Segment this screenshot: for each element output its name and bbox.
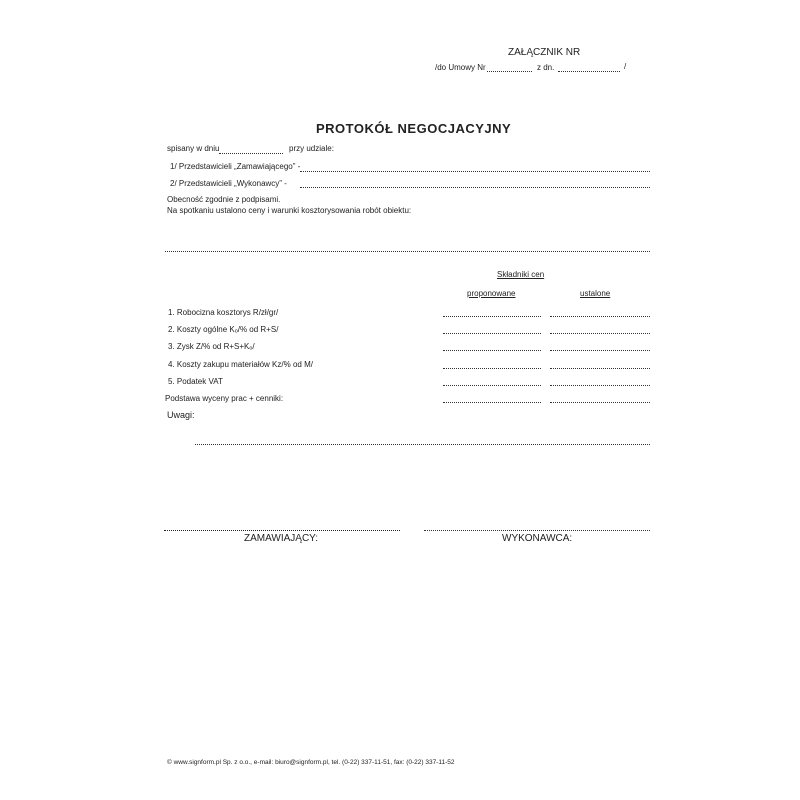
contract-date-slash: / — [624, 62, 627, 71]
contractor-reps-label: 2/ Przedstawicieli „Wykonawcy” - — [170, 179, 287, 188]
agreed-column-header: ustalone — [580, 289, 611, 298]
row-materials-agreed[interactable] — [550, 368, 650, 369]
footer-copyright: © www.signform.pl Sp. z o.o., e-mail: biuro@signform.pl, tel. (0-22) 337-11-51, fax: (0-22) 337-11-52 — [167, 759, 455, 766]
row-labor-proposed[interactable] — [443, 316, 541, 317]
row-labor-label: 1. Robocizna kosztorys R/zł/gr/ — [168, 308, 279, 317]
contract-date-field[interactable] — [558, 71, 620, 72]
remarks-field[interactable] — [195, 444, 650, 445]
remarks-label: Uwagi: — [167, 410, 195, 420]
row-vat-proposed[interactable] — [443, 385, 541, 386]
agreement-note: Na spotkaniu ustalono ceny i warunki kosztorysowania robót obiektu: — [167, 206, 412, 215]
contractor-signature-line[interactable] — [424, 530, 650, 531]
project-object-field[interactable] — [165, 251, 650, 252]
row-vat-label: 5. Podatek VAT — [168, 377, 223, 386]
participation-label: przy udziale: — [289, 144, 334, 153]
row-overhead-proposed[interactable] — [443, 333, 541, 334]
price-components-header: Składniki cen — [497, 270, 545, 279]
pricing-basis-agreed[interactable] — [550, 402, 650, 403]
row-labor-agreed[interactable] — [550, 316, 650, 317]
row-profit-label: 3. Zysk Z/% od R+S+Kₒ/ — [168, 342, 255, 351]
row-overhead-label: 2. Koszty ogólne Kₒ/% od R+S/ — [168, 325, 279, 334]
contract-date-label: z dn. — [537, 63, 555, 72]
row-profit-proposed[interactable] — [443, 350, 541, 351]
client-reps-label: 1/ Przedstawicieli „Zamawiającego” - — [170, 162, 301, 171]
proposed-column-header: proponowane — [467, 289, 516, 298]
meeting-date-field[interactable] — [219, 153, 283, 154]
contract-number-label: /do Umowy Nr — [435, 63, 486, 72]
row-materials-proposed[interactable] — [443, 368, 541, 369]
row-vat-agreed[interactable] — [550, 385, 650, 386]
drawn-up-label: spisany w dniu — [167, 144, 220, 153]
row-profit-agreed[interactable] — [550, 350, 650, 351]
contractor-reps-field[interactable] — [300, 187, 650, 188]
attendance-note: Obecność zgodnie z podpisami. — [167, 195, 281, 204]
client-reps-field[interactable] — [300, 171, 650, 172]
client-signature-label: ZAMAWIAJĄCY: — [244, 533, 319, 544]
row-overhead-agreed[interactable] — [550, 333, 650, 334]
row-materials-label: 4. Koszty zakupu materiałów Kz/% od M/ — [168, 360, 313, 369]
contractor-signature-label: WYKONAWCA: — [502, 533, 573, 544]
client-signature-line[interactable] — [164, 530, 400, 531]
contract-number-field[interactable] — [487, 71, 532, 72]
pricing-basis-proposed[interactable] — [443, 402, 541, 403]
attachment-label: ZAŁĄCZNIK NR — [508, 47, 581, 58]
document-title: PROTOKÓŁ NEGOCJACYJNY — [316, 121, 512, 136]
pricing-basis-label: Podstawa wyceny prac + cenniki: — [165, 394, 284, 403]
